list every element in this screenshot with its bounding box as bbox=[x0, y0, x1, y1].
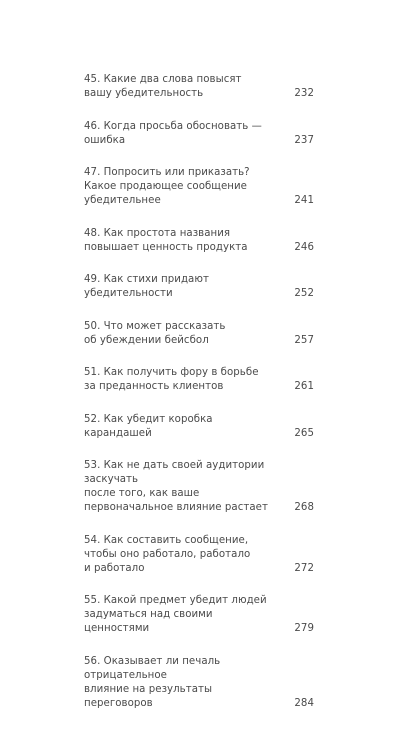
toc-entry-title: 52. Как убедит коробка карандашей bbox=[84, 413, 213, 439]
toc-entry-title: 54. Как составить сообщение, чтобы оно работало, работало и работало bbox=[84, 534, 251, 574]
table-of-contents bbox=[84, 73, 314, 729]
toc-entry-51[interactable] bbox=[84, 366, 314, 394]
toc-entry-54[interactable] bbox=[84, 534, 314, 576]
toc-entry-page-number: 272 bbox=[294, 562, 314, 574]
toc-entry-49[interactable] bbox=[84, 273, 314, 301]
toc-entry-title: 46. Когда просьба обосновать — ошибка bbox=[84, 120, 262, 146]
toc-entry-53[interactable] bbox=[84, 459, 314, 515]
toc-entry-page-number: 268 bbox=[294, 502, 314, 513]
toc-entry-page-number: 279 bbox=[294, 623, 314, 634]
toc-entry-page-number: 257 bbox=[294, 334, 314, 346]
toc-entry-page-number: 265 bbox=[294, 427, 314, 439]
toc-entry-title: 53. Как не дать своей аудитории заскучать после того, как ваше первоначальное влияние растает bbox=[84, 460, 268, 513]
toc-entry-title: 45. Какие два слова повысят вашу убедительность bbox=[84, 74, 242, 99]
toc-entry-45[interactable] bbox=[84, 73, 314, 101]
toc-entry-title: 51. Как получить фору в борьбе за преданность клиентов bbox=[84, 367, 259, 392]
toc-entry-title: 50. Что может рассказать об убеждении бейсбол bbox=[84, 320, 226, 346]
toc-entry-title: 49. Как стихи придают убедительности bbox=[84, 274, 209, 299]
toc-entry-title: 48. Как простота названия повышает ценность продукта bbox=[84, 227, 248, 253]
toc-entry-52[interactable] bbox=[84, 413, 314, 441]
toc-entry-page-number: 261 bbox=[294, 381, 314, 392]
toc-entry-page-number: 284 bbox=[294, 697, 314, 709]
toc-entry-title: 55. Какой предмет убедит людей задуматься над своими ценностями bbox=[84, 595, 267, 634]
toc-entry-page-number: 237 bbox=[294, 134, 314, 146]
toc-entry-50[interactable] bbox=[84, 320, 314, 348]
toc-entry-title: 56. Оказывает ли печаль отрицательное влияние на результаты переговоров bbox=[84, 655, 221, 709]
toc-entry-56[interactable] bbox=[84, 655, 314, 711]
toc-entry-page-number: 232 bbox=[294, 88, 314, 99]
toc-entry-48[interactable] bbox=[84, 227, 314, 255]
toc-entry-47[interactable] bbox=[84, 166, 314, 208]
toc-entry-page-number: 246 bbox=[294, 241, 314, 253]
toc-entry-46[interactable] bbox=[84, 120, 314, 148]
toc-entry-55[interactable] bbox=[84, 594, 314, 636]
toc-entry-title: 47. Попросить или приказать? Какое продающее сообщение убедительнее bbox=[84, 167, 250, 206]
toc-entry-page-number: 241 bbox=[294, 195, 314, 206]
toc-entry-page-number: 252 bbox=[294, 288, 314, 299]
